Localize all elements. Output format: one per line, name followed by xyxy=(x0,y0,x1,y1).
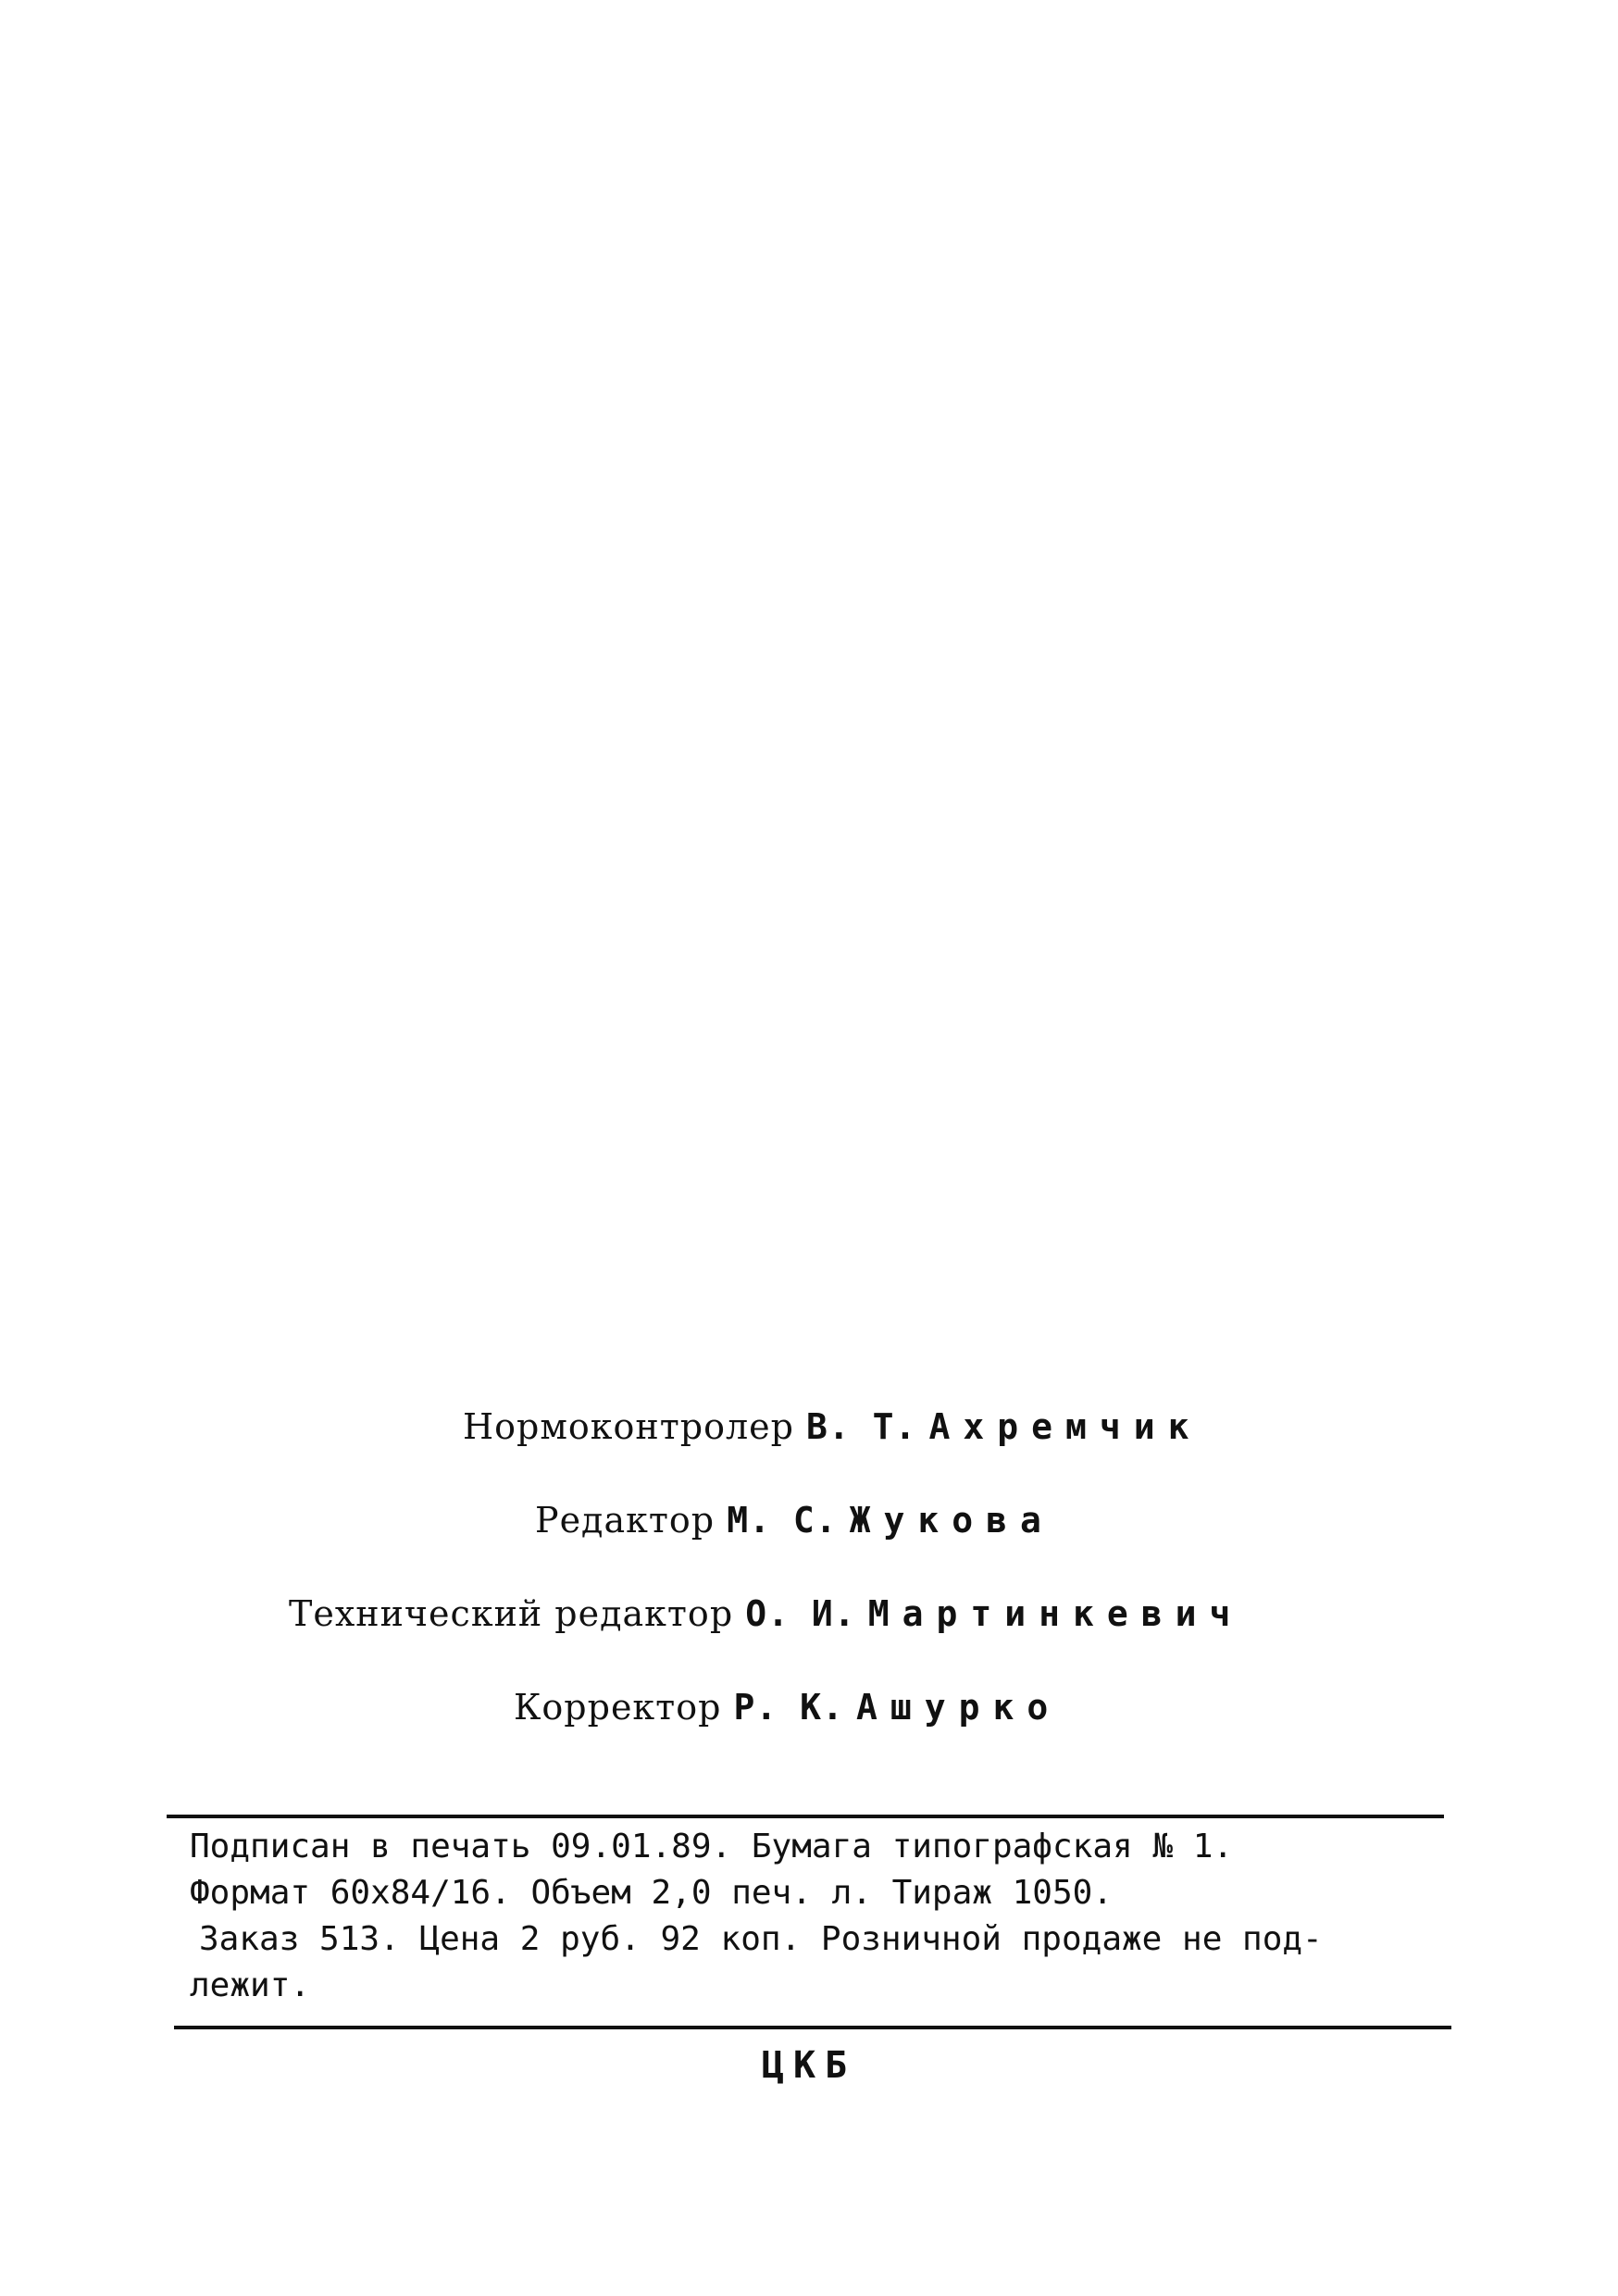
credit-initials: М. С. xyxy=(727,1500,838,1541)
imprint-line-format: Формат 60х84/16. Объем 2,0 печ. л. Тираж 1050. xyxy=(190,1874,1113,1912)
imprint-line-signed: Подписан в печать 09.01.89. Бумага типографская № 1. xyxy=(190,1828,1234,1866)
credit-initials: В. Т. xyxy=(806,1406,917,1447)
credit-surname: Ахремчик xyxy=(928,1406,1202,1447)
credit-surname: Ашурко xyxy=(855,1687,1062,1728)
credit-normcontroller xyxy=(0,1403,1618,1451)
imprint-bottom-rule xyxy=(174,2026,1451,2029)
imprint-line-order-cont: лежит. xyxy=(190,1966,311,2004)
credit-proofreader xyxy=(0,1683,1618,1731)
credit-surname: Жукова xyxy=(849,1500,1054,1541)
credit-initials: Р. К. xyxy=(733,1687,844,1728)
imprint-block xyxy=(190,1824,1458,2009)
credit-editor xyxy=(0,1496,1618,1544)
publisher-mark: ЦКБ xyxy=(761,2044,857,2087)
credit-role: Редактор xyxy=(535,1500,716,1541)
imprint-line-order: Заказ 513. Цена 2 руб. 92 коп. Розничной продаже не под- xyxy=(199,1920,1323,1958)
imprint-top-rule xyxy=(167,1815,1444,1818)
credit-role: Нормоконтролер xyxy=(463,1406,794,1447)
credit-role: Технический редактор xyxy=(289,1593,734,1634)
credit-surname: Мартинкевич xyxy=(867,1593,1244,1634)
credit-technical-editor xyxy=(0,1590,1618,1638)
credit-role: Корректор xyxy=(514,1687,722,1728)
credit-initials: О. И. xyxy=(745,1593,856,1634)
